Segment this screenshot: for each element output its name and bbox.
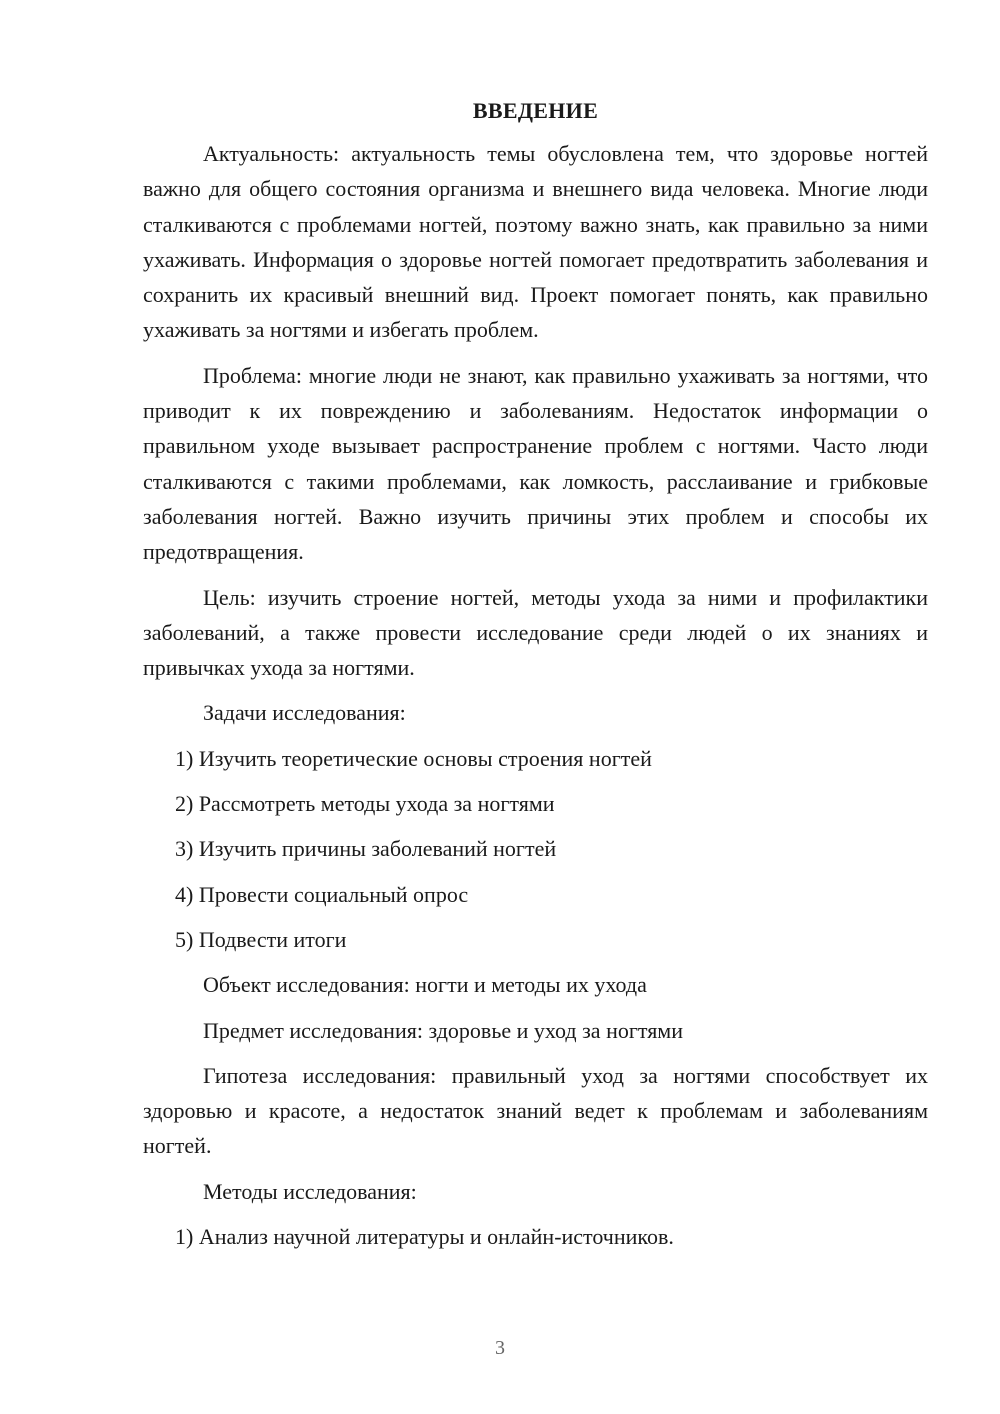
task-item-1: 1) Изучить теоретические основы строения ногтей <box>175 745 652 771</box>
page-number: 3 <box>495 1337 505 1359</box>
research-object: Объект исследования: ногти и методы их ухода <box>203 972 647 998</box>
problem-paragraph: Проблема: многие люди не знают, как правильно ухаживать за ногтями, что приводит к их повреждению и заболеваниям. Недостаток информации о правильном уходе вызывает распространение проблем с ногтями. Часто люди сталкиваются с такими проблемами, как ломкость, расслаивание и грибковые заболевания ногтей. Важно изучить причины этих проблем и способы их предотвращения. <box>143 362 928 565</box>
task-item-3: 3) Изучить причины заболеваний ногтей <box>175 836 557 862</box>
hypothesis-paragraph: Гипотеза исследования: правильный уход за ногтями способствует их здоровью и красоте, а недостаток знаний ведет к проблемам и заболеваниям ногтей. <box>143 1062 928 1159</box>
methods-heading: Методы исследования: <box>203 1178 417 1204</box>
methods-list <box>143 1219 928 1254</box>
tasks-list <box>143 741 928 957</box>
tasks-heading: Задачи исследования: <box>203 700 406 726</box>
task-item-2: 2) Рассмотреть методы ухода за ногтями <box>175 791 555 817</box>
method-item-1: 1) Анализ научной литературы и онлайн-источников. <box>175 1224 674 1250</box>
document-page <box>143 96 928 1264</box>
page-title: ВВЕДЕНИЕ <box>472 98 599 123</box>
research-subject: Предмет исследования: здоровье и уход за ногтями <box>203 1017 684 1043</box>
goal-paragraph: Цель: изучить строение ногтей, методы ухода за ними и профилактики заболеваний, а также провести исследование среди людей о их знаниях и привычках ухода за ногтями. <box>143 584 928 681</box>
relevance-paragraph: Актуальность: актуальность темы обусловлена тем, что здоровье ногтей важно для общего состояния организма и внешнего вида человека. Многие люди сталкиваются с проблемами ногтей, поэтому важно знать, как правильно за ними ухаживать. Информация о здоровье ногтей помогает предотвратить заболевания и сохранить их красивый внешний вид. Проект помогает понять, как правильно ухаживать за ногтями и избегать проблем. <box>143 141 928 343</box>
task-item-5: 5) Подвести итоги <box>175 926 347 952</box>
task-item-4: 4) Провести социальный опрос <box>175 881 469 907</box>
